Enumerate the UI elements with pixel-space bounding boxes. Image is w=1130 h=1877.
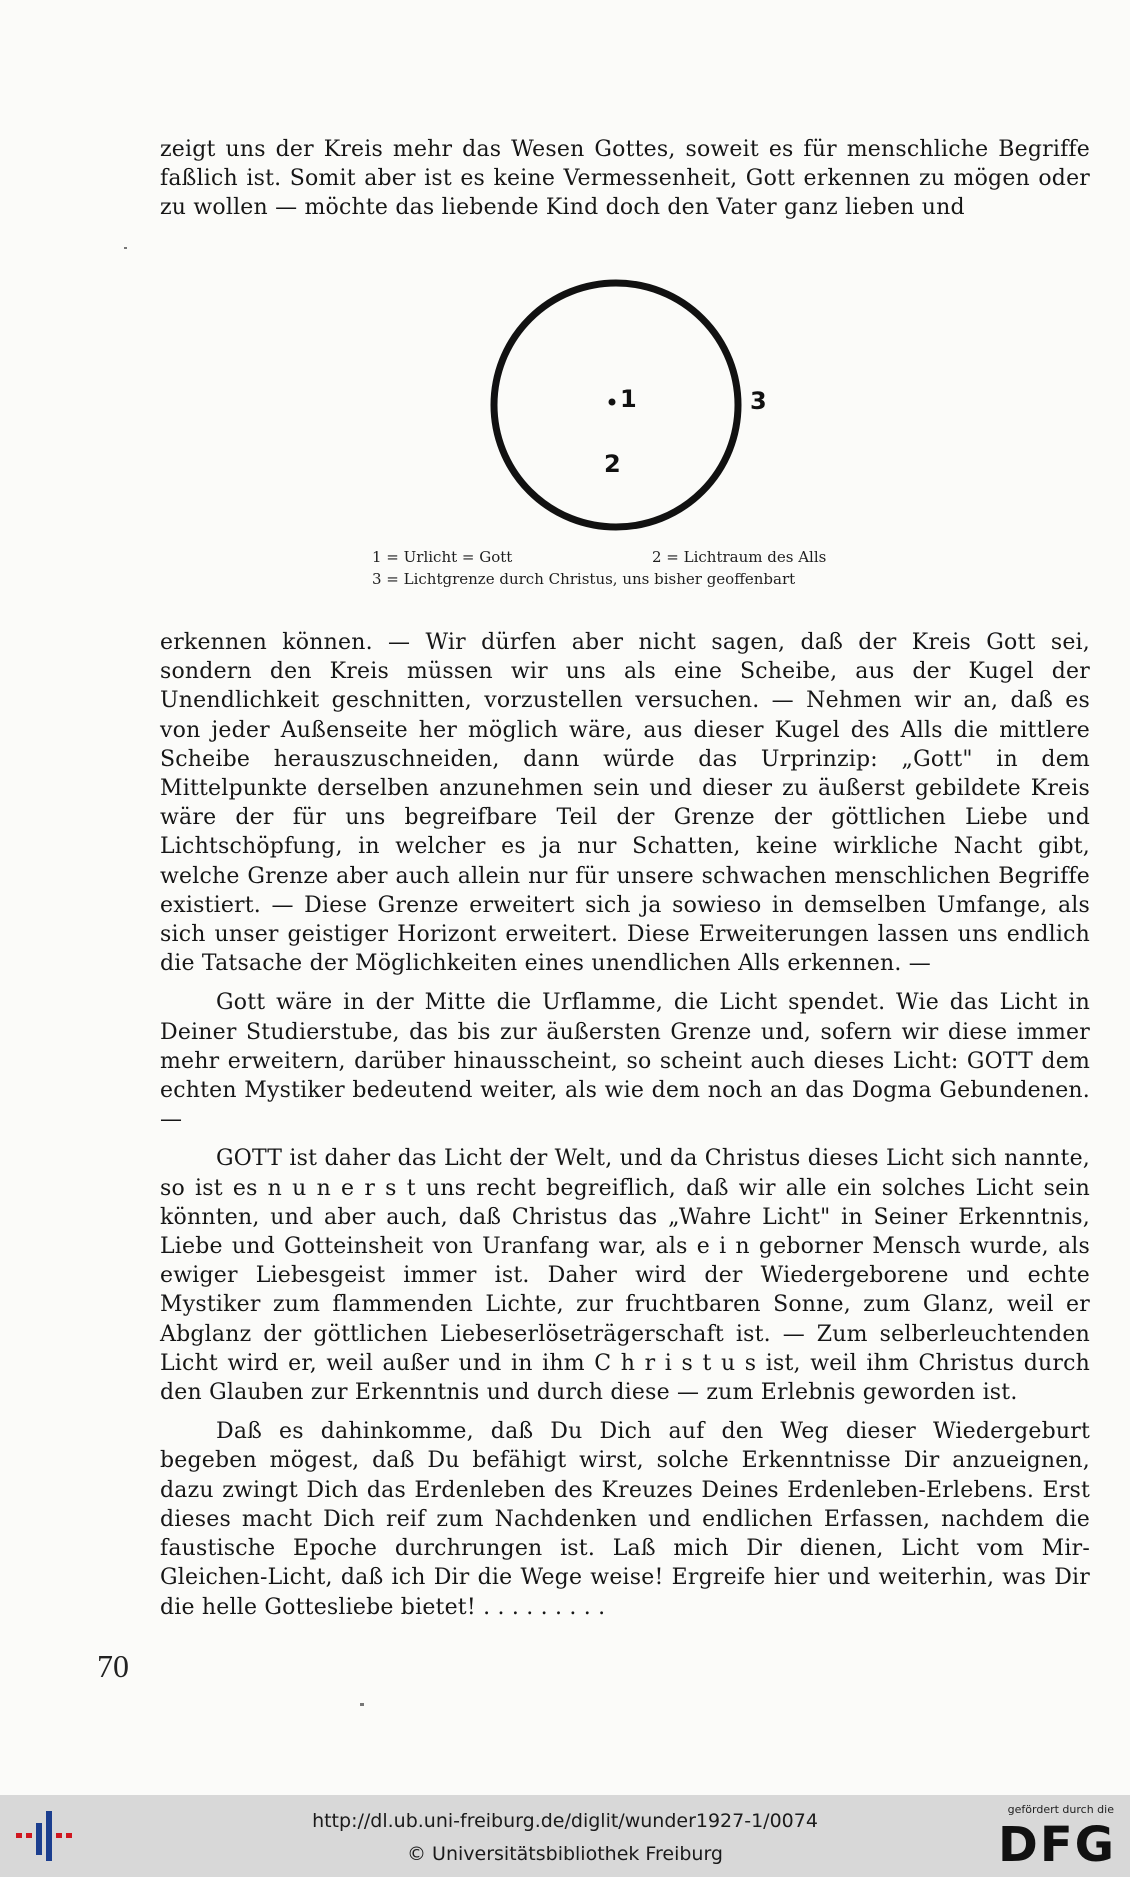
paragraph-gap: [160, 1407, 1090, 1417]
paragraph-4: Daß es dahinkomme, daß Du Dich auf den Weg dieser Wiedergeburt begeben mögest, daß Du befähigt wirst, solche Erkenntnisse Dir anzueignen, dazu zwingt Dich das Erdenleben des Kreuzes Deines Erdenleben-Erlebens. Erst dieses macht Dich reif zum Nachdenken und endlichen Erfassen, nachdem die faustische Epoche durchrungen ist. Laß mich Dir dienen, Licht vom Mir-Gleichen-Licht, daß ich Dir die Wege weise! Ergreife hier und weiterhin, was Dir die helle Gottesliebe bietet! . . . . . . . . .: [160, 1419, 1090, 1620]
footer-url[interactable]: http://dl.ub.uni-freiburg.de/diglit/wunder1927-1/0074: [312, 1810, 818, 1832]
scan-speck: [124, 247, 127, 249]
paragraph-3: GOTT ist daher das Licht der Welt, und da Christus dieses Licht sich nannte, so ist es n u n e r s t uns recht begreiflich, daß wir alle ein solches Licht sein könnten, und aber auch, daß Christus das „Wahre Licht" in Seiner Erkenntnis, Liebe und Gotteinsheit von Uranfang war, als e i n geborner Mensch wurde, als ewiger Liebesgeist immer ist. Daher wird der Wiedergeborene und echte Mystiker zum flammenden Lichte, zur fruchtbaren Sonne, zum Glanz, weil er Abglanz der göttlichen Liebeserlöseträgerschaft ist. — Zum selberleuchtenden Licht wird er, weil außer und in ihm C h r i s t u s ist, weil ihm Christus durch den Glauben zur Erkenntnis und durch diese — zum Erlebnis geworden ist.: [160, 1146, 1090, 1406]
circle-diagram: [480, 272, 770, 542]
label-3: 3: [750, 387, 767, 415]
dfg-caption: gefördert durch die: [1007, 1803, 1114, 1816]
caption-item-3: 3 = Lichtgrenze durch Christus, uns bisher geoffenbart: [372, 570, 796, 588]
body-text: [160, 628, 1090, 1622]
intro-paragraph: [160, 135, 1090, 223]
footer-bar: [0, 1795, 1130, 1877]
label-2: 2: [604, 450, 621, 478]
label-1: 1: [620, 385, 637, 413]
caption-item-1: 1 = Urlicht = Gott: [372, 548, 513, 566]
footer-copyright: © Universitätsbibliothek Freiburg: [407, 1843, 723, 1865]
paragraph-intro: zeigt uns der Kreis mehr das Wesen Gottes, soweit es für menschliche Begriffe faßlich ist. Somit aber ist es keine Vermessenheit, Gott erkennen zu mögen oder zu wollen — möchte das liebende Kind doch den Vater ganz lieben und: [160, 137, 1090, 221]
paragraph-2: Gott wäre in der Mitte die Urflamme, die Licht spendet. Wie das Licht in Deiner Studierstube, das bis zur äußersten Grenze und, sofern wir diese immer mehr erweitern, darüber hinausscheint, so scheint auch dieses Licht: GOTT dem echten Mystiker bedeutend weiter, als wie dem noch an das Dogma Gebundenen. —: [160, 990, 1090, 1133]
paragraph-1: erkennen können. — Wir dürfen aber nicht sagen, daß der Kreis Gott sei, sondern den Kreis müssen wir uns als eine Scheibe, aus der Kugel der Unendlichkeit geschnitten, vorzustellen versuchen. — Nehmen wir an, daß es von jeder Außenseite her möglich wäre, aus dieser Kugel des Alls die mittlere Scheibe herauszuschneiden, dann würde das Urprinzip: „Gott" in dem Mittelpunkte derselben anzunehmen sein und dieser zu äußerst gebildete Kreis wäre der für uns begreifbare Teil der Grenze der göttlichen Liebe und Lichtschöpfung, in welcher es ja nur Schatten, keine wirkliche Nacht gibt, welche Grenze aber auch allein nur für unsere schwachen menschlichen Begriffe existiert. — Diese Grenze erweitert sich ja sowieso in demselben Umfange, als sich unser geistiger Horizont erweitert. Diese Erweiterungen lassen uns endlich die Tatsache der Möglichkeiten eines unendlichen Alls erkennen. —: [160, 630, 1090, 977]
scan-speck: [360, 1703, 364, 1706]
center-point: [609, 399, 616, 406]
caption-item-2: 2 = Lichtraum des Alls: [652, 548, 827, 566]
page-number: 70: [97, 1648, 129, 1684]
paragraph-gap: [160, 978, 1090, 988]
dfg-logo: DFG: [997, 1817, 1116, 1873]
paragraph-gap: [160, 1134, 1090, 1144]
outer-circle: [494, 283, 738, 527]
figure-caption: [372, 546, 892, 590]
